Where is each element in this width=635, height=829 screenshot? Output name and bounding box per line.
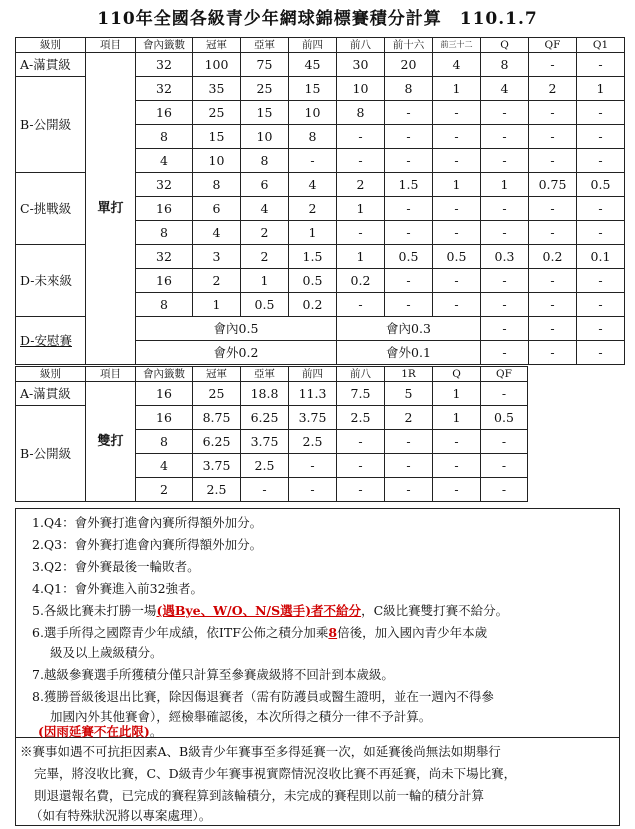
table-cell: 32 [136, 53, 193, 77]
header-cell: 1R [385, 367, 433, 382]
table-cell: - [337, 454, 385, 478]
level-label: D-未來級 [16, 245, 86, 317]
table-cell: 8 [136, 125, 193, 149]
table-cell: 0.2 [337, 269, 385, 293]
table-cell: 0.75 [529, 173, 577, 197]
table-cell: 25 [193, 101, 241, 125]
table-cell: - [385, 197, 433, 221]
table-cell: - [385, 430, 433, 454]
table-cell: - [481, 454, 528, 478]
note-3: 3.Q2：會外賽最後一輪敗者。 [32, 559, 200, 574]
table-cell: 10 [193, 149, 241, 173]
singles-points-table [15, 37, 625, 365]
table-cell: 16 [136, 382, 193, 406]
table-cell: 2 [241, 245, 289, 269]
table-cell: - [433, 125, 481, 149]
table-cell: - [529, 53, 577, 77]
note-6 [32, 623, 487, 641]
table-cell: - [481, 382, 528, 406]
header-cell: 會內籤數 [136, 367, 193, 382]
header-cell: 項目 [86, 367, 136, 382]
table-cell: - [289, 454, 337, 478]
level-label: A-滿貫級 [16, 382, 86, 406]
table-cell: 2.5 [337, 406, 385, 430]
table-cell: - [577, 221, 625, 245]
note-8-period: 。 [149, 724, 163, 739]
note-1: 1.Q4：會外賽打進會內賽所得額外加分。 [32, 515, 263, 530]
table-cell: 0.1 [577, 245, 625, 269]
consolation-cell: 會外0.2 [136, 341, 337, 365]
table-cell: 0.5 [289, 269, 337, 293]
table-cell: - [529, 197, 577, 221]
table-cell: 1 [433, 382, 481, 406]
note-6-text: 6.選手所得之國際青少年成績，依ITF公佈之積分加乘 [32, 625, 329, 640]
table-cell: - [481, 101, 529, 125]
table-cell: - [481, 125, 529, 149]
table-cell: 8 [136, 293, 193, 317]
table-cell: 30 [337, 53, 385, 77]
table-cell: - [241, 478, 289, 502]
table-cell: - [433, 101, 481, 125]
table-cell: - [337, 125, 385, 149]
table-cell: - [529, 125, 577, 149]
table-cell: - [433, 430, 481, 454]
table-cell: - [481, 197, 529, 221]
table-cell: 3.75 [241, 430, 289, 454]
table-cell: - [385, 221, 433, 245]
table-cell: 6.25 [241, 406, 289, 430]
table-cell: 7.5 [337, 382, 385, 406]
table-cell: 1.5 [289, 245, 337, 269]
level-label: C-挑戰級 [16, 173, 86, 245]
table-cell: 16 [136, 101, 193, 125]
table-cell: - [337, 221, 385, 245]
header-cell: 項目 [86, 38, 136, 53]
table-cell: - [385, 478, 433, 502]
header-cell: 前十六 [385, 38, 433, 53]
table-cell: 2 [529, 77, 577, 101]
table-cell: - [529, 341, 577, 365]
table-cell: 32 [136, 173, 193, 197]
table-cell: 8 [136, 430, 193, 454]
table-cell: - [337, 149, 385, 173]
table-cell: - [481, 149, 529, 173]
table-cell: 1 [289, 221, 337, 245]
table-cell: 0.5 [385, 245, 433, 269]
table-cell: 2.5 [193, 478, 241, 502]
table-cell: 2 [241, 221, 289, 245]
table-cell: 8 [337, 101, 385, 125]
table-cell: 10 [241, 125, 289, 149]
table-cell: - [577, 101, 625, 125]
header-cell: QF [529, 38, 577, 53]
note-6-continued: 級及以上歲級積分。 [50, 645, 163, 660]
table-cell: 15 [241, 101, 289, 125]
table-cell: 3.75 [193, 454, 241, 478]
table-cell: 0.3 [481, 245, 529, 269]
table-cell: - [433, 454, 481, 478]
table-cell: - [577, 269, 625, 293]
table-cell: 0.5 [433, 245, 481, 269]
table-cell: - [433, 293, 481, 317]
note-5-text: 5.各級比賽未打勝一場 [32, 603, 157, 618]
table-cell: - [481, 478, 528, 502]
header-cell: 級別 [16, 367, 86, 382]
table-cell: - [385, 149, 433, 173]
table-cell: - [481, 221, 529, 245]
table-cell: - [577, 317, 625, 341]
table-cell: - [433, 269, 481, 293]
table-cell: 16 [136, 197, 193, 221]
table-cell: - [577, 125, 625, 149]
table-cell: 0.2 [289, 293, 337, 317]
table-header-row [16, 38, 625, 53]
table-cell: - [529, 317, 577, 341]
table-cell: - [433, 149, 481, 173]
table-cell: - [289, 149, 337, 173]
table-cell: 8 [289, 125, 337, 149]
note-5-tail: ，C級比賽雙打賽不給分。 [361, 603, 509, 618]
table-cell: - [433, 221, 481, 245]
table-cell: - [289, 478, 337, 502]
note-8-exception-text: (因雨延賽不在此限) [38, 724, 150, 739]
table-cell: 11.3 [289, 382, 337, 406]
table-cell: - [529, 149, 577, 173]
table-cell: - [433, 478, 481, 502]
note-2: 2.Q3：會外賽打進會內賽所得額外加分。 [32, 537, 263, 552]
table-cell: - [577, 197, 625, 221]
event-singles-label: 單打 [86, 53, 136, 365]
header-cell: Q [433, 367, 481, 382]
table-cell: 1 [481, 173, 529, 197]
footer-line-1: ※賽事如遇不可抗拒因素A、B級青少年賽事至多得延賽一次，如延賽後尚無法如期舉行 [20, 744, 501, 759]
table-cell: 6 [193, 197, 241, 221]
table-cell: 2 [193, 269, 241, 293]
table-cell: 1 [337, 197, 385, 221]
table-cell: 45 [289, 53, 337, 77]
note-6-tail: 倍後，加入國內青少年本歲 [337, 625, 488, 640]
note-8-continued: 加國內外其他賽會），經檢舉確認後，本次所得之積分一律不予計算。 [50, 709, 432, 724]
notes-box [15, 508, 620, 738]
table-cell: 6 [241, 173, 289, 197]
table-cell: - [337, 430, 385, 454]
level-label: B-公開級 [16, 406, 86, 502]
table-cell: 35 [193, 77, 241, 101]
table-cell: - [385, 293, 433, 317]
table-cell: 4 [136, 149, 193, 173]
table-cell: 25 [241, 77, 289, 101]
table-cell: 6.25 [193, 430, 241, 454]
header-cell: 亞軍 [241, 367, 289, 382]
table-row [16, 382, 528, 406]
header-cell: 亞軍 [241, 38, 289, 53]
table-cell: - [529, 293, 577, 317]
table-cell: - [481, 269, 529, 293]
table-cell: 0.5 [481, 406, 528, 430]
table-cell: 8 [241, 149, 289, 173]
note-5 [32, 601, 508, 619]
table-cell: - [529, 101, 577, 125]
header-cell: 前四 [289, 367, 337, 382]
table-cell: 3 [193, 245, 241, 269]
table-cell: 75 [241, 53, 289, 77]
table-cell: - [385, 125, 433, 149]
table-cell: 32 [136, 77, 193, 101]
table-cell: 4 [241, 197, 289, 221]
table-cell: - [385, 269, 433, 293]
header-cell: 冠軍 [193, 367, 241, 382]
header-cell: 冠軍 [193, 38, 241, 53]
table-cell: 0.5 [241, 293, 289, 317]
table-cell: 8.75 [193, 406, 241, 430]
note-7: 7.越級參賽選手所獲積分僅只計算至參賽歲級將不回計到本歲級。 [32, 667, 394, 682]
footer-line-4: （如有特殊狀況將以專案處理）。 [30, 808, 212, 823]
header-cell: 前三十二 [433, 38, 481, 53]
table-cell: 32 [136, 245, 193, 269]
table-cell: - [577, 341, 625, 365]
table-cell: 2 [289, 197, 337, 221]
consolation-cell: 會內0.5 [136, 317, 337, 341]
table-cell: 0.2 [529, 245, 577, 269]
table-cell: - [385, 454, 433, 478]
note-8: 8.獲勝晉級後退出比賽，除因傷退賽者（需有防護員或醫生證明，並在一週內不得參 [32, 689, 494, 704]
table-cell: 20 [385, 53, 433, 77]
level-label: A-滿貫級 [16, 53, 86, 77]
table-cell: - [577, 53, 625, 77]
level-label: B-公開級 [16, 77, 86, 173]
table-cell: - [433, 197, 481, 221]
consolation-cell: 會外0.1 [337, 341, 481, 365]
table-cell: - [529, 269, 577, 293]
table-cell: 8 [136, 221, 193, 245]
table-cell: 1 [433, 406, 481, 430]
header-cell: 前八 [337, 367, 385, 382]
header-cell: QF [481, 367, 528, 382]
note-5-highlight: (遇Bye、W/O、N/S選手)者不給分 [156, 603, 362, 618]
table-cell: 10 [289, 101, 337, 125]
footer-box [15, 738, 620, 826]
table-cell: - [481, 293, 529, 317]
table-cell: 1 [577, 77, 625, 101]
table-cell: 2 [337, 173, 385, 197]
table-cell: 2.5 [241, 454, 289, 478]
table-cell: - [481, 317, 529, 341]
table-cell: 15 [289, 77, 337, 101]
header-cell: 前八 [337, 38, 385, 53]
table-cell: - [529, 221, 577, 245]
table-cell: 4 [289, 173, 337, 197]
table-cell: 4 [136, 454, 193, 478]
table-cell: 3.75 [289, 406, 337, 430]
table-cell: - [577, 293, 625, 317]
table-row [16, 53, 625, 77]
table-cell: 1 [241, 269, 289, 293]
table-cell: 2 [136, 478, 193, 502]
table-cell: 4 [481, 77, 529, 101]
table-cell: 1 [337, 245, 385, 269]
table-cell: 10 [337, 77, 385, 101]
level-label: D-安慰賽 [16, 317, 86, 365]
page-title: 110年全國各級青少年網球錦標賽積分計算 110.1.7 [97, 9, 538, 29]
header-cell: Q1 [577, 38, 625, 53]
table-cell: - [337, 478, 385, 502]
event-doubles-label: 雙打 [86, 382, 136, 502]
table-cell: 8 [385, 77, 433, 101]
header-cell: 前四 [289, 38, 337, 53]
table-cell: 25 [193, 382, 241, 406]
table-cell: 2.5 [289, 430, 337, 454]
table-cell: 5 [385, 382, 433, 406]
table-cell: 4 [433, 53, 481, 77]
header-cell: 會內籤數 [136, 38, 193, 53]
table-cell: 2 [385, 406, 433, 430]
table-cell: 1 [193, 293, 241, 317]
doubles-points-table [15, 366, 528, 502]
table-cell: 1 [433, 173, 481, 197]
header-cell: 級別 [16, 38, 86, 53]
table-cell: 8 [481, 53, 529, 77]
table-cell: 15 [193, 125, 241, 149]
note-4: 4.Q1：會外賽進入前32強者。 [32, 581, 204, 596]
table-cell: 0.5 [577, 173, 625, 197]
table-cell: - [577, 149, 625, 173]
table-cell: 16 [136, 406, 193, 430]
table-cell: 8 [193, 173, 241, 197]
footer-line-3: 則退還報名費，已完成的賽程算到該輪積分，未完成的賽程則以前一輪的積分計算 [34, 788, 485, 803]
table-header-row [16, 367, 528, 382]
footer-line-2: 完畢，將沒收比賽，C、D級青少年賽事視實際情況沒收比賽不再延賽，尚未下場比賽， [34, 766, 517, 781]
table-cell: 1 [433, 77, 481, 101]
table-cell: - [385, 101, 433, 125]
table-cell: - [481, 430, 528, 454]
table-cell: - [337, 293, 385, 317]
table-cell: 16 [136, 269, 193, 293]
table-cell: 100 [193, 53, 241, 77]
note-6-multiplier: 8 [328, 625, 338, 640]
table-cell: 18.8 [241, 382, 289, 406]
table-cell: 1.5 [385, 173, 433, 197]
table-cell: - [481, 341, 529, 365]
header-cell: Q [481, 38, 529, 53]
consolation-cell: 會內0.3 [337, 317, 481, 341]
table-cell: 4 [193, 221, 241, 245]
